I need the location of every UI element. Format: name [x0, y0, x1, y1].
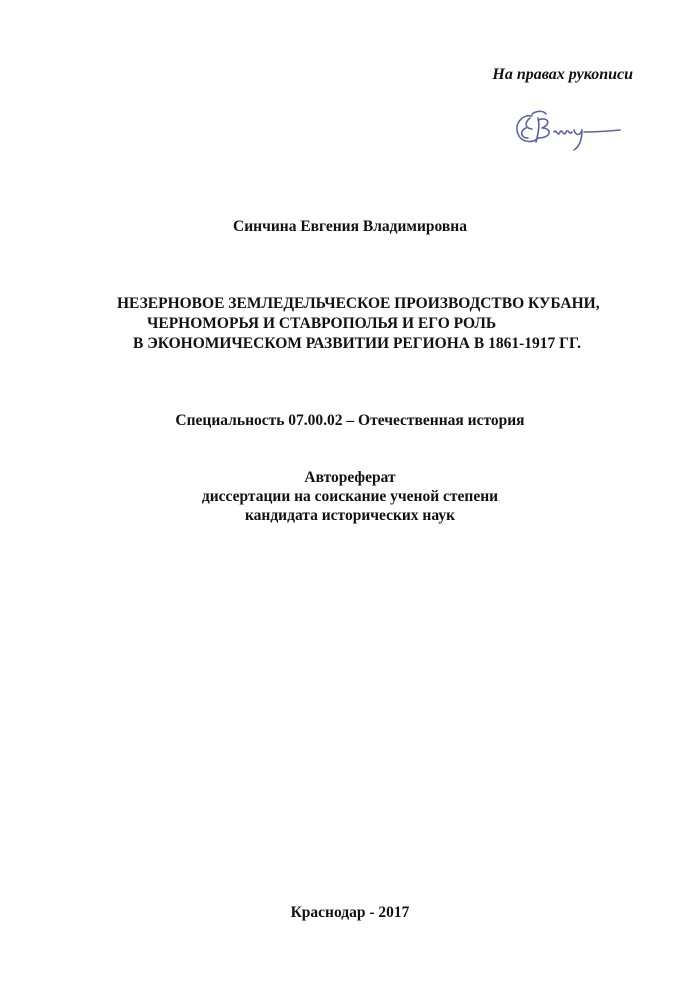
- abstract-line: диссертации на соискание ученой степени: [201, 488, 499, 505]
- city-year: Краснодар - 2017: [290, 904, 410, 921]
- abstract-line: Автореферат: [304, 469, 396, 486]
- dissertation-title: [0, 294, 700, 354]
- rights-note: На правах рукописи: [492, 66, 633, 83]
- signature-image: [508, 102, 628, 158]
- speciality: Специальность 07.00.02 – Отечественная история: [175, 412, 525, 429]
- abstract-line: кандидата исторических наук: [244, 507, 456, 524]
- title-line: ЧЕРНОМОРЬЯ И СТАВРОПОЛЬЯ И ЕГО РОЛЬ: [147, 315, 497, 332]
- title-line: НЕЗЕРНОВОЕ ЗЕМЛЕДЕЛЬЧЕСКОЕ ПРОИЗВОДСТВО КУБАНИ,: [117, 295, 600, 312]
- abstract-description: [0, 468, 700, 525]
- author-name: Синчина Евгения Владимировна: [233, 218, 467, 235]
- title-line: В ЭКОНОМИЧЕСКОМ РАЗВИТИИ РЕГИОНА В 1861-1917 ГГ.: [133, 335, 581, 352]
